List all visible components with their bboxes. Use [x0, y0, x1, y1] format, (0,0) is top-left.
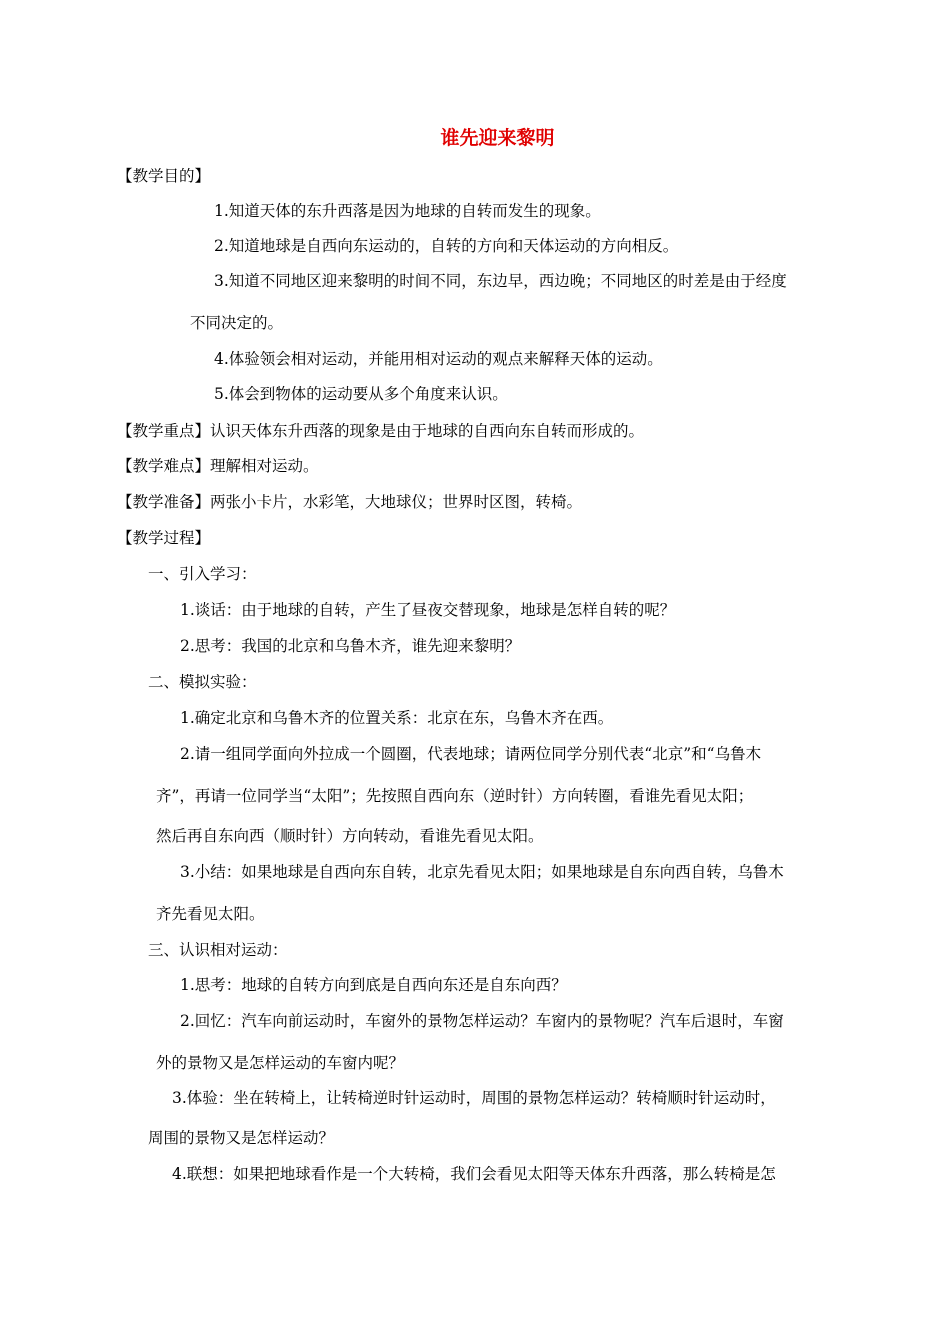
- section-2-item-3-line2: 齐先看见太阳。: [156, 905, 265, 923]
- section-1-heading: 一、引入学习：: [148, 565, 257, 583]
- objective-3-line2: 不同决定的。: [190, 314, 284, 332]
- section-3-item-4-line1: 4.联想：如果把地球看作是一个大转椅，我们会看见太阳等天体东升西落，那么转椅是怎: [172, 1165, 776, 1183]
- section-3-item-3-line1: 3.体验：坐在转椅上，让转椅逆时针运动时，周围的景物怎样运动？转椅顺时针运动时，: [172, 1089, 776, 1107]
- section-1-item-2: 2.思考：我国的北京和乌鲁木齐，谁先迎来黎明？: [180, 637, 521, 655]
- process-heading: 【教学过程】: [117, 529, 211, 547]
- section-2-item-3-line1: 3.小结：如果地球是自西向东自转，北京先看见太阳；如果地球是自东向西自转，乌鲁木: [180, 863, 784, 881]
- section-3-heading: 三、认识相对运动：: [148, 941, 288, 959]
- objective-1: 1.知道天体的东升西落是因为地球的自转而发生的现象。: [214, 202, 601, 220]
- key-point: 【教学重点】认识天体东升西落的现象是由于地球的自西向东自转而形成的。: [117, 422, 645, 440]
- section-2-heading: 二、模拟实验：: [148, 673, 257, 691]
- page-title: 谁先迎来黎明: [440, 127, 555, 149]
- objective-5: 5.体会到物体的运动要从多个角度来认识。: [214, 385, 508, 403]
- objective-2: 2.知道地球是自西向东运动的，自转的方向和天体运动的方向相反。: [214, 237, 679, 255]
- preparation: 【教学准备】两张小卡片，水彩笔，大地球仪；世界时区图，转椅。: [117, 493, 583, 511]
- section-3-item-2-line2: 外的景物又是怎样运动的车窗内呢？: [156, 1054, 405, 1072]
- objectives-heading: 【教学目的】: [117, 167, 211, 185]
- difficulty: 【教学难点】理解相对运动。: [117, 457, 319, 475]
- objective-3-line1: 3.知道不同地区迎来黎明的时间不同，东边早，西边晚；不同地区的时差是由于经度: [214, 272, 787, 290]
- section-2-item-2-line2: 齐”，再请一位同学当“太阳”；先按照自西向东（逆时针）方向转圈，看谁先看见太阳；: [156, 787, 754, 805]
- section-3-item-3-line2: 周围的景物又是怎样运动？: [148, 1129, 335, 1147]
- section-1-item-1: 1.谈话：由于地球的自转，产生了昼夜交替现象，地球是怎样自转的呢？: [180, 601, 676, 619]
- section-2-item-1: 1.确定北京和乌鲁木齐的位置关系：北京在东，乌鲁木齐在西。: [180, 709, 614, 727]
- section-3-item-2-line1: 2.回忆：汽车向前运动时，车窗外的景物怎样运动？车窗内的景物呢？汽车后退时，车窗: [180, 1012, 784, 1030]
- objective-4: 4.体验领会相对运动，并能用相对运动的观点来解释天体的运动。: [214, 350, 663, 368]
- section-3-item-1: 1.思考：地球的自转方向到底是自西向东还是自东向西？: [180, 976, 567, 994]
- section-2-item-2-line1: 2.请一组同学面向外拉成一个圆圈，代表地球；请两位同学分别代表“北京”和“乌鲁木: [180, 745, 762, 763]
- section-2-item-2-line3: 然后再自东向西（顺时针）方向转动，看谁先看见太阳。: [156, 827, 544, 845]
